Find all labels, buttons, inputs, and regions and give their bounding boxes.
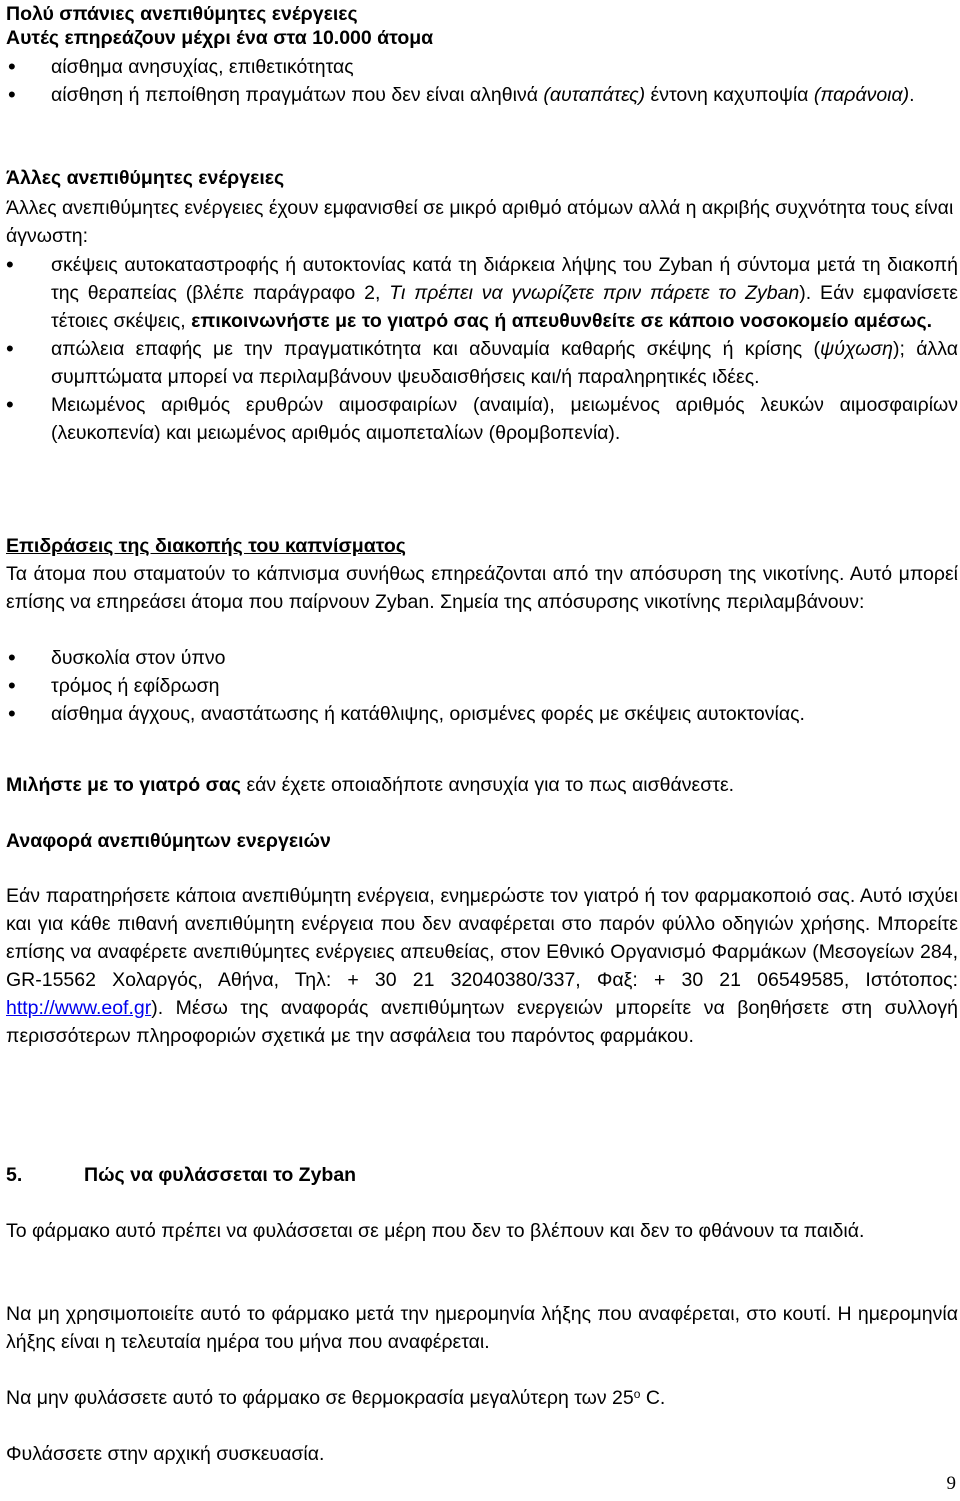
list-item: • αίσθημα άγχους, αναστάτωσης ή κατάθλιψης, ορισμένες φορές με σκέψεις αυτοκτονίας. <box>6 700 958 728</box>
storage-p2: Να μη χρησιμοποιείτε αυτό το φάρμακο μετά την ημερομηνία λήξης που αναφέρεται, στο κουτί. Η ημερομηνία λήξης είναι η τελευταία ημέρα του μήνα που αναφέρεται. <box>6 1303 958 1353</box>
other-heading: Άλλες ανεπιθύμητες ενέργειες <box>6 167 285 189</box>
talk-paragraph: Μιλήστε με το γιατρό σας εάν έχετε οποιαδήποτε ανησυχία για το πως αισθάνεστε. <box>6 774 735 796</box>
rare-subheading: Αυτές επηρεάζουν μέχρι ένα στα 10.000 άτομα <box>6 27 434 49</box>
eof-link[interactable]: http://www.eof.gr <box>6 997 152 1019</box>
other-intro: Άλλες ανεπιθύμητες ενέργειες έχουν εμφανισθεί σε μικρό αριθμό ατόμων αλλά η ακριβής συχνότητα τους είναι άγνωστη: <box>6 197 954 247</box>
list-item: • σκέψεις αυτοκαταστροφής ή αυτοκτονίας κατά τη διάρκεια λήψης του Zyban ή σύντομα μετά τη διακοπή της θεραπείας (βλέπε παράγραφο 2, Τι πρέπει να γνωρίζετε πριν πάρετε το Zyban). Εάν εμφανίσετε τέτοιες σκέψεις, επικοινωνήστε με το γιατρό σας ή απευθυνθείτε σε κάποιο νοσοκομείο αμέσως. <box>6 251 958 335</box>
report-heading: Αναφορά ανεπιθύμητων ενεργειών <box>6 830 331 852</box>
other-list <box>6 251 958 447</box>
list-item: • Μειωμένος αριθμός ερυθρών αιμοσφαιρίων (αναιμία), μειωμένος αριθμός λευκών αιμοσφαιρίων (λευκοπενία) και μειωμένος αριθμός αιμοπεταλίων (θρομβοπενία). <box>6 391 958 447</box>
report-paragraph: Εάν παρατηρήσετε κάποια ανεπιθύμητη ενέργεια, ενημερώστε τον γιατρό ή τον φαρμακοποιό σας. Αυτό ισχύει και για κάθε πιθανή ανεπιθύμητη ενέργεια που δεν αναφέρεται στο παρόν φύλλο οδηγιών χρήσης. Μπορείτε επίσης να αναφέρετε ανεπιθύμητες ενέργειες απευθείας, στον Εθνικό Οργανισμό Φαρμάκων (Μεσογείων 284, GR-15562 Χολαργός, Αθήνα, Τηλ: + 30 21 32040380/337, Φαξ: + 30 21 06549585, Ιστότοπος: http://www.eof.gr). Μέσω της αναφοράς ανεπιθύμητων ενεργειών μπορείτε να βοηθήσετε στη συλλογή περισσότερων πληροφοριών σχετικά με την ασφάλεια του παρόντος φαρμάκου. <box>6 885 958 1047</box>
section-number: 5. <box>6 1164 23 1186</box>
list-item: • αίσθηση ή πεποίθηση πραγμάτων που δεν είναι αληθινά (αυταπάτες) έντονη καχυποψία (παράνοια). <box>6 81 958 109</box>
storage-p3: Να μην φυλάσσετε αυτό το φάρμακο σε θερμοκρασία μεγαλύτερη των 25$^o$ C. <box>6 1387 666 1409</box>
storage-p1: Το φάρμακο αυτό πρέπει να φυλάσσεται σε μέρη που δεν το βλέπουν και δεν το φθάνουν τα παιδιά. <box>6 1220 865 1242</box>
list-item: • δυσκολία στον ύπνο <box>6 644 958 672</box>
quit-intro: Τα άτομα που σταματούν το κάπνισμα συνήθως επηρεάζονται από την απόσυρση της νικοτίνης. Αυτό μπορεί επίσης να επηρεάσει άτομα που παίρνουν Zyban. Σημεία της απόσυρσης νικοτίνης περιλαμβάνουν: <box>6 563 959 613</box>
list-item: • αίσθημα ανησυχίας, επιθετικότητας <box>6 53 958 81</box>
storage-p4: Φυλάσσετε στην αρχική συσκευασία. <box>6 1443 325 1465</box>
storage-heading: Πώς να φυλάσσεται το Zyban <box>84 1164 357 1186</box>
rare-heading: Πολύ σπάνιες ανεπιθύμητες ενέργειες <box>6 3 358 25</box>
rare-list <box>6 53 958 109</box>
page-number: 9 <box>946 1473 956 1494</box>
quit-heading: Επιδράσεις της διακοπής του καπνίσματος <box>6 535 406 557</box>
quit-list <box>6 644 958 728</box>
list-item: • τρόμος ή εφίδρωση <box>6 672 958 700</box>
list-item: • απώλεια επαφής με την πραγματικότητα και αδυναμία καθαρής σκέψης ή κρίσης (ψύχωση); άλλα συμπτώματα μπορεί να περιλαμβάνουν ψευδαισθήσεις και/ή παραληρητικές ιδέες. <box>6 335 958 391</box>
